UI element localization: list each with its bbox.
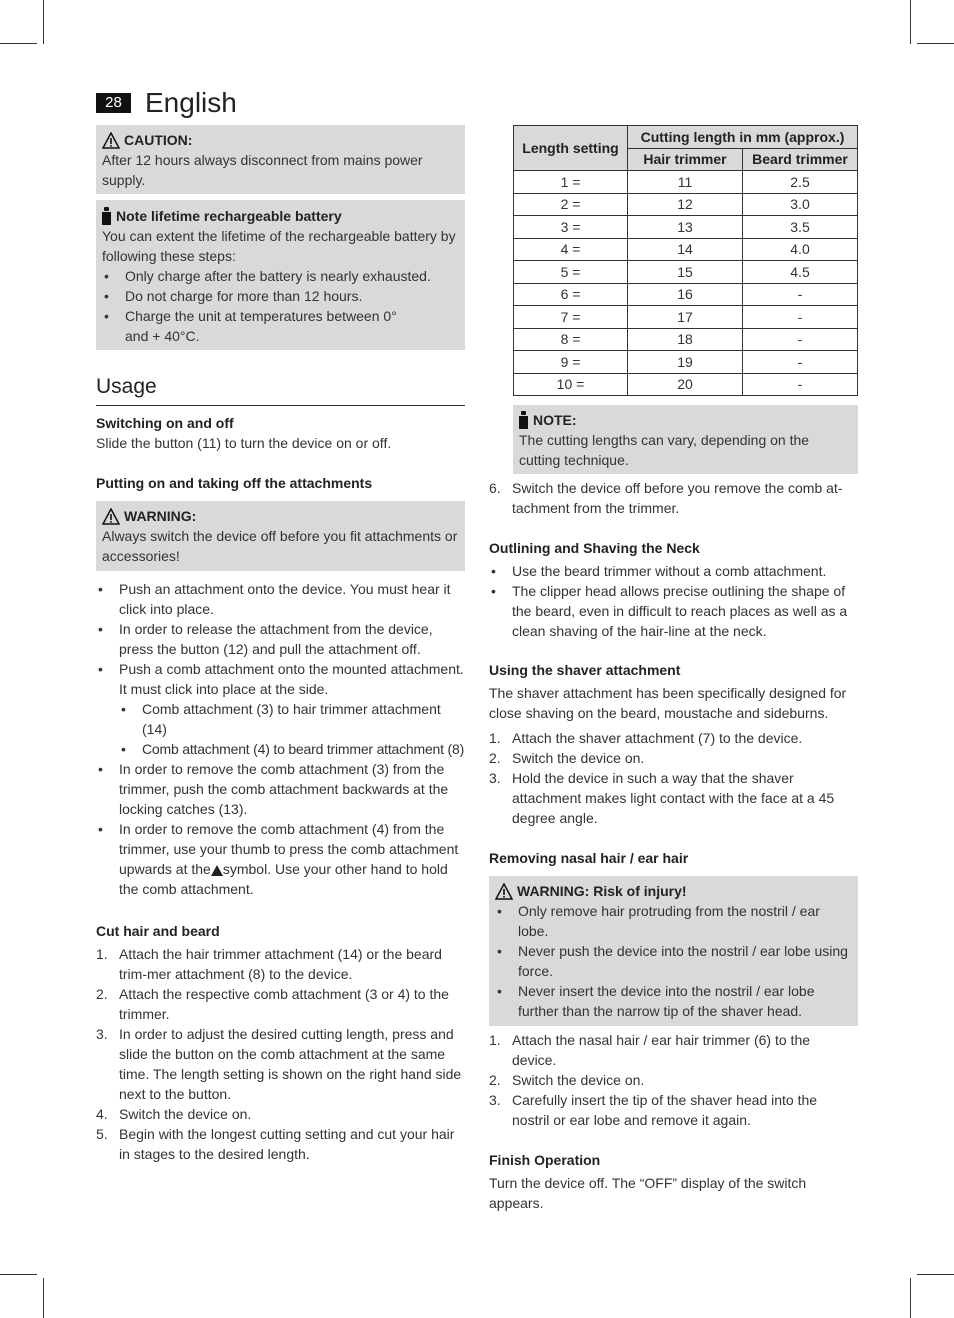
step-item: 1. Attach the nasal hair / ear hair trimmer (6) to the device.: [489, 1032, 811, 1068]
table-cell: 16: [628, 283, 743, 306]
table-cell: 13: [628, 216, 743, 239]
list-item: • Push an attachment onto the device. You must hear it click into place.: [96, 579, 465, 619]
table-cell: 8 =: [514, 328, 628, 351]
list-item: • Do not charge for more than 12 hours.: [102, 286, 459, 306]
table-cell: -: [743, 283, 858, 306]
crop-mark: [917, 43, 954, 44]
table-row: [514, 328, 858, 351]
cut-title: Cut hair and beard: [96, 923, 220, 939]
step-item: 3. Carefully insert the tip of the shaver head into the nostril or ear lobe and remove it again.: [489, 1092, 818, 1128]
warning-title: WARNING:: [124, 508, 197, 524]
note-box: [513, 405, 858, 474]
table-cell: 2 =: [514, 193, 628, 216]
crop-mark: [910, 1278, 911, 1318]
attachments-warning-box: [96, 501, 465, 571]
list-item: • Push a comb attachment onto the mounted attachment. It must click into place at the side.: [96, 659, 465, 699]
table-cell: 6 =: [514, 283, 628, 306]
nasal-warning-box: [489, 876, 858, 1026]
list-item: • The clipper head allows precise outlining the shape of the beard, even in difficult to reach places as well as a clean shaving of the hair-line at the neck.: [489, 581, 858, 641]
list-item: • Only charge after the battery is nearly exhausted.: [102, 266, 459, 286]
table-cell: -: [743, 351, 858, 374]
table-row: [514, 283, 858, 306]
list-item: • Never insert the device into the nostril / ear lobe further than the narrow tip of the shaver head.: [495, 981, 852, 1021]
caution-box: [96, 125, 465, 194]
right-column: [489, 125, 858, 1213]
table-row: [514, 216, 858, 239]
warning-triangle-icon: [495, 883, 513, 900]
shaver-title: Using the shaver attachment: [489, 662, 681, 678]
table-cell: 20: [628, 373, 743, 396]
crop-mark: [0, 1274, 37, 1275]
table-cell: 19: [628, 351, 743, 374]
table-cell: 9 =: [514, 351, 628, 374]
crop-mark: [910, 0, 911, 44]
list-item: • Use the beard trimmer without a comb attachment.: [489, 561, 858, 581]
table-row: [514, 306, 858, 329]
usage-heading: Usage: [96, 375, 157, 398]
crop-mark: [0, 43, 37, 44]
table-cell: -: [743, 306, 858, 329]
step-item: 1. Attach the shaver attachment (7) to the device.: [489, 730, 803, 746]
crop-mark: [917, 1274, 954, 1275]
table-cell: 7 =: [514, 306, 628, 329]
step-item: 3. Hold the device in such a way that the shaver attachment makes light contact with the face at a 45 degree angle.: [489, 770, 835, 826]
heading-rule: [96, 405, 465, 406]
warning-triangle-icon: [102, 132, 120, 149]
switching-text: Slide the button (11) to turn the device on or off.: [96, 435, 392, 451]
table-cell: 3.0: [743, 193, 858, 216]
table-cell: 3.5: [743, 216, 858, 239]
table-cell: 1 =: [514, 171, 628, 194]
table-cell: -: [743, 373, 858, 396]
step-item: 2. Switch the device on.: [489, 1072, 645, 1088]
table-cell: 4.5: [743, 261, 858, 284]
table-header: Length setting: [514, 126, 628, 171]
step-item: 3. In order to adjust the desired cutting length, press and slide the button on the comb attachment at the same time. The length setting is shown on the right hand side next to the button.: [96, 1026, 462, 1102]
list-item: • Charge the unit at temperatures between 0° and + 40°C.: [102, 306, 459, 346]
caution-text: After 12 hours always disconnect from mains power supply.: [102, 152, 423, 188]
up-triangle-icon: [211, 865, 223, 876]
step-item: 6. Switch the device off before you remove the comb at-tachment from the trimmer.: [489, 480, 843, 516]
note-battery-intro: You can extent the lifetime of the rechargeable battery by following these steps:: [102, 228, 456, 264]
table-cell: 11: [628, 171, 743, 194]
switching-title: Switching on and off: [96, 415, 234, 431]
note-text: The cutting lengths can vary, depending on the cutting technique.: [519, 432, 810, 468]
table-row: [514, 193, 858, 216]
table-cell: 2.5: [743, 171, 858, 194]
crop-mark: [43, 1278, 44, 1318]
finish-text: Turn the device off. The “OFF” display of the switch appears.: [489, 1175, 807, 1211]
info-icon: [102, 207, 111, 225]
table-cell: 18: [628, 328, 743, 351]
warning-triangle-icon: [102, 508, 120, 525]
table-cell: 14: [628, 238, 743, 261]
table-cell: 5 =: [514, 261, 628, 284]
shaver-intro: The shaver attachment has been specifically designed for close shaving on the beard, moustache and sideburns.: [489, 685, 847, 721]
crop-mark: [43, 0, 44, 44]
note-battery-title: Note lifetime rechargeable battery: [116, 208, 342, 224]
table-row: [514, 261, 858, 284]
table-cell: 3 =: [514, 216, 628, 239]
sub-list-item: • Comb attachment (3) to hair trimmer attachment (14): [119, 699, 465, 739]
page-title: English: [145, 87, 237, 118]
step-item: 5. Begin with the longest cutting setting and cut your hair in stages to the desired length.: [96, 1126, 455, 1162]
nasal-warning-title: WARNING: Risk of injury!: [517, 883, 687, 899]
neck-title: Outlining and Shaving the Neck: [489, 540, 700, 556]
page-number: 28: [96, 93, 131, 113]
table-cell: -: [743, 328, 858, 351]
sub-list-item: • Comb attachment (4) to beard trimmer attachment (8): [119, 739, 465, 759]
table-cell: 12: [628, 193, 743, 216]
length-table: [513, 125, 858, 396]
table-row: [514, 238, 858, 261]
table-row: [514, 373, 858, 396]
nasal-title: Removing nasal hair / ear hair: [489, 850, 689, 866]
symbol-item-text-b: symbol. Use your other hand to hold the comb attachment.: [119, 861, 448, 897]
note-battery-box: [96, 200, 465, 350]
table-cell: 17: [628, 306, 743, 329]
step-item: 1. Attach the hair trimmer attachment (14) or the beard trim-mer attachment (8) to the device.: [96, 946, 442, 982]
step-item: 2. Attach the respective comb attachment (3 or 4) to the trimmer.: [96, 986, 449, 1022]
table-cell: 10 =: [514, 373, 628, 396]
note-title: NOTE:: [533, 412, 577, 428]
table-cell: 4 =: [514, 238, 628, 261]
step-item: 2. Switch the device on.: [489, 750, 645, 766]
caution-title: CAUTION:: [124, 132, 193, 148]
warning-text: Always switch the device off before you fit attachments or accessories!: [102, 528, 458, 564]
attachments-title: Putting on and taking off the attachments: [96, 475, 373, 491]
table-row: [514, 351, 858, 374]
table-header: Beard trimmer: [743, 148, 858, 171]
left-column: [96, 125, 465, 1164]
symbol-item-text-a: In order to remove the comb attachment (4) from the trimmer, use your thumb to press the comb attachment upwards at the: [119, 821, 459, 877]
list-item: • Never push the device into the nostril / ear lobe using force.: [495, 941, 852, 981]
page-header: [96, 86, 237, 120]
list-item: [96, 819, 465, 899]
table-cell: 4.0: [743, 238, 858, 261]
list-item: • In order to release the attachment from the device, press the button (12) and pull the attachment off.: [96, 619, 465, 659]
table-header: Hair trimmer: [628, 148, 743, 171]
step-item: 4. Switch the device on.: [96, 1106, 252, 1122]
list-item: • In order to remove the comb attachment (3) from the trimmer, push the comb attachment backwards at the locking catches (13).: [96, 759, 465, 819]
info-icon: [519, 411, 528, 429]
table-row: [514, 171, 858, 194]
table-header: Cutting length in mm (approx.): [628, 126, 858, 149]
finish-title: Finish Operation: [489, 1152, 601, 1168]
list-item: • Only remove hair protruding from the nostril / ear lobe.: [495, 901, 852, 941]
table-cell: 15: [628, 261, 743, 284]
